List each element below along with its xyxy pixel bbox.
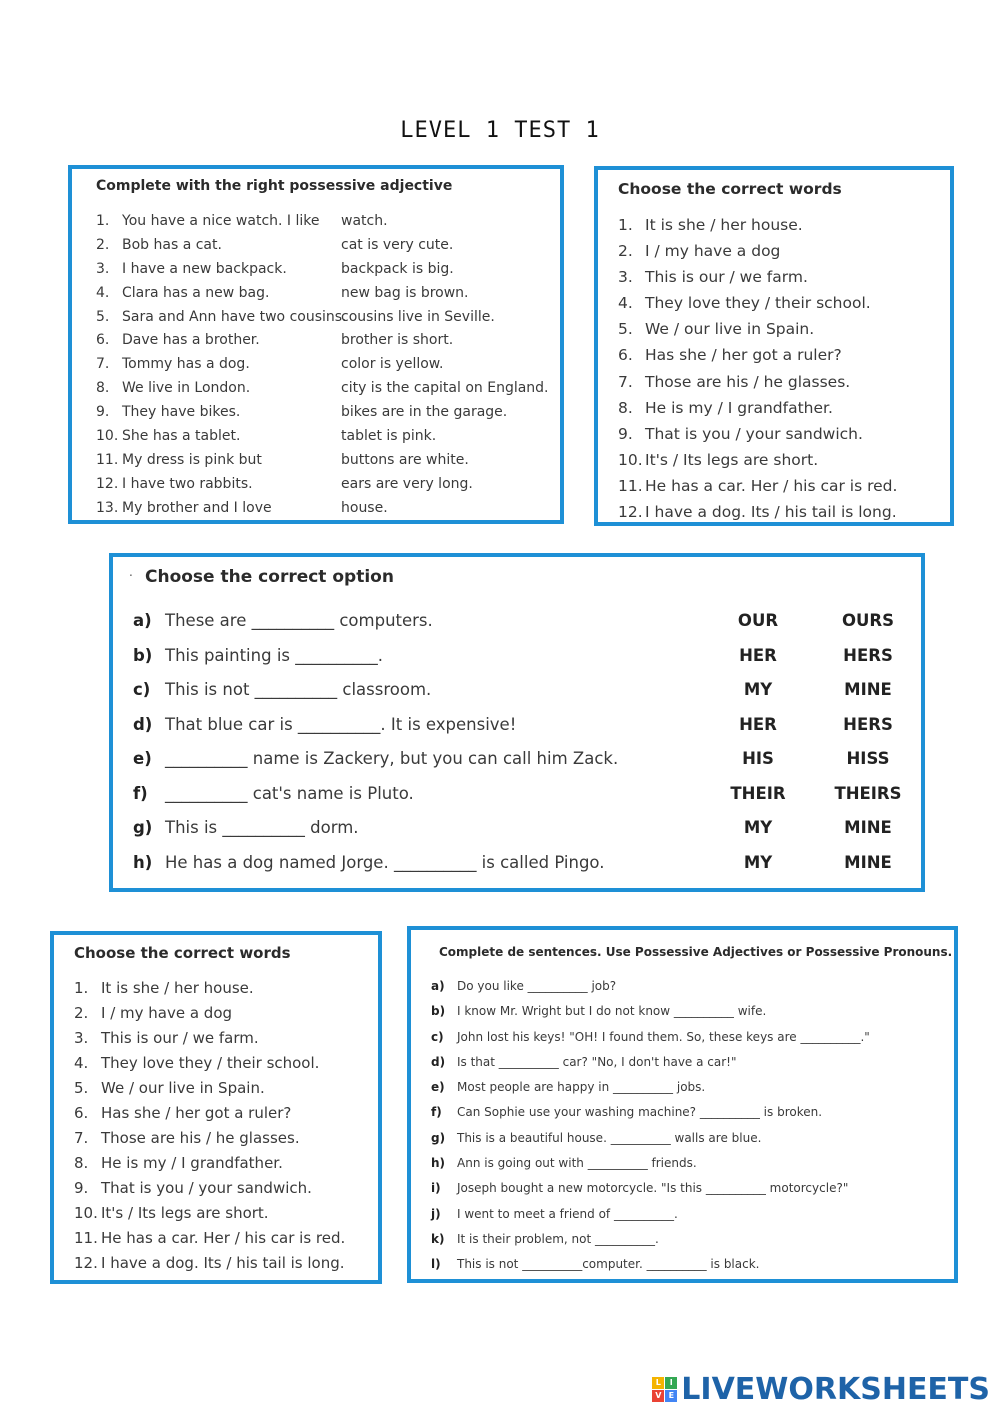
- sentence-start: We live in London.: [122, 380, 251, 397]
- sentence-row: [96, 282, 549, 306]
- exercise-title: Choose the correct option: [145, 567, 394, 587]
- option-choice-1[interactable]: HER: [739, 714, 777, 734]
- item-number: 8.: [618, 398, 633, 417]
- logo-icon-tile: V: [652, 1390, 664, 1402]
- bullet-dot: .: [129, 565, 133, 579]
- item-number: 7.: [96, 356, 110, 373]
- page-title: LEVEL 1 TEST 1: [400, 118, 600, 143]
- item-letter: k): [431, 1231, 445, 1246]
- sentence-row: [96, 306, 549, 330]
- item-number: 4.: [74, 1054, 89, 1072]
- choice-sentence[interactable]: Has she / her got a ruler?: [645, 346, 842, 365]
- item-letter: b): [431, 1004, 446, 1019]
- option-choice-1[interactable]: MY: [743, 680, 773, 699]
- complete-sentence: Is that __________ car? "No, I don't have a car!": [457, 1054, 737, 1069]
- choice-sentence[interactable]: It's / Its legs are short.: [645, 450, 819, 469]
- sentence-start: I have two rabbits.: [122, 475, 253, 492]
- choice-sentence[interactable]: It is she / her house.: [101, 979, 254, 997]
- item-number: 7.: [618, 372, 633, 391]
- complete-row: [431, 1126, 870, 1151]
- sentence-start: Clara has a new bag.: [122, 284, 270, 301]
- sentence-start: I have a new backpack.: [122, 260, 287, 277]
- choice-sentence[interactable]: They love they / their school.: [645, 294, 871, 313]
- complete-sentence: This is a beautiful house. __________ walls are blue.: [457, 1130, 762, 1145]
- sentence-row: [96, 449, 549, 473]
- logo-icon-tile: L: [652, 1377, 664, 1389]
- item-letter: g): [431, 1130, 446, 1145]
- item-number: 9.: [618, 424, 633, 443]
- complete-sentence: Do you like __________ job?: [457, 979, 617, 993]
- sentence-row: [96, 425, 549, 449]
- item-number: 1.: [618, 216, 633, 234]
- option-row: [133, 708, 903, 743]
- choice-row: [74, 1151, 345, 1176]
- item-letter: i): [431, 1181, 441, 1196]
- choice-row: [618, 316, 897, 342]
- item-number: 10.: [618, 450, 643, 469]
- logo-icon-tile: I: [665, 1377, 677, 1389]
- option-choice-2[interactable]: HERS: [843, 714, 893, 734]
- item-number: 6.: [96, 332, 110, 349]
- sentence-start: Sara and Ann have two cousins.: [122, 308, 347, 325]
- item-number: 13.: [96, 499, 119, 516]
- item-letter: f): [431, 1105, 442, 1120]
- item-number: 8.: [74, 1154, 89, 1172]
- option-choice-1[interactable]: HER: [739, 645, 777, 665]
- choice-sentence[interactable]: He has a car. Her / his car is red.: [101, 1229, 346, 1247]
- choice-sentence[interactable]: He is my / I grandfather.: [101, 1154, 283, 1172]
- item-number: 3.: [96, 260, 110, 277]
- sentence-end: house.: [341, 499, 388, 516]
- sentence-start: Bob has a cat.: [122, 236, 222, 253]
- choice-row: [74, 1251, 345, 1276]
- option-row: [133, 742, 903, 777]
- choice-sentence[interactable]: I / my have a dog: [101, 1004, 233, 1022]
- option-sentence: That blue car is __________. It is expensive!: [165, 714, 517, 734]
- choice-sentence[interactable]: He is my / I grandfather.: [645, 398, 833, 417]
- complete-row: [431, 1202, 870, 1227]
- complete-row: [431, 1025, 870, 1050]
- choice-row: [618, 369, 897, 395]
- choice-row: [618, 290, 897, 316]
- exercise-possessive-adjective: [68, 165, 564, 524]
- exercise-title: Complete de sentences. Use Possessive Adjectives or Possessive Pronouns.: [439, 945, 953, 959]
- choice-sentence[interactable]: This is our / we farm.: [101, 1029, 259, 1047]
- choice-row: [74, 1101, 345, 1126]
- item-letter: b): [133, 645, 153, 665]
- choice-sentence[interactable]: I have a dog. Its / his tail is long.: [645, 503, 897, 522]
- choice-row: [74, 1076, 345, 1101]
- option-sentence: __________ cat's name is Pluto.: [165, 783, 414, 803]
- item-number: 1.: [96, 213, 110, 229]
- item-number: 5.: [74, 1079, 89, 1097]
- item-number: 5.: [96, 308, 110, 325]
- item-number: 6.: [74, 1104, 89, 1122]
- sentence-row: [96, 497, 549, 521]
- item-number: 3.: [74, 1029, 89, 1047]
- choice-row: [618, 447, 897, 473]
- sentence-start: My brother and I love: [122, 499, 272, 516]
- sentence-end: watch.: [341, 213, 388, 229]
- item-letter: c): [133, 680, 151, 699]
- sentence-end: cousins live in Seville.: [341, 308, 495, 325]
- choice-row: [618, 264, 897, 290]
- exercise-choose-words-2: [50, 931, 382, 1284]
- item-number: 11.: [74, 1229, 98, 1247]
- exercise-complete-sentences: [407, 926, 958, 1283]
- choice-row: [618, 395, 897, 421]
- option-row: [133, 604, 903, 639]
- option-sentence: He has a dog named Jorge. __________ is called Pingo.: [165, 852, 605, 872]
- complete-sentence: I know Mr. Wright but I do not know __________ wife.: [457, 1004, 767, 1019]
- option-choice-2[interactable]: HISS: [846, 749, 890, 768]
- choice-sentence[interactable]: I / my have a dog: [645, 242, 781, 261]
- choice-sentence[interactable]: They love they / their school.: [101, 1054, 320, 1072]
- choice-row: [74, 1201, 345, 1226]
- sentence-end: ears are very long.: [341, 475, 473, 492]
- item-number: 2.: [618, 242, 633, 261]
- complete-sentence: Joseph bought a new motorcycle. "Is this __________ motorcycle?": [457, 1181, 849, 1196]
- complete-row: [431, 999, 870, 1024]
- choice-sentence[interactable]: He has a car. Her / his car is red.: [645, 476, 898, 495]
- sentence-row: [96, 473, 549, 497]
- item-letter: d): [133, 714, 153, 734]
- choice-sentence[interactable]: We / our live in Spain.: [101, 1079, 265, 1097]
- sentence-start: Dave has a brother.: [122, 332, 260, 349]
- complete-sentence: I went to meet a friend of __________.: [457, 1206, 678, 1221]
- complete-row: [431, 1227, 870, 1252]
- choice-row: [74, 1026, 345, 1051]
- option-choice-2[interactable]: HERS: [843, 645, 893, 665]
- complete-sentence: This is not __________computer. __________ is black.: [457, 1257, 760, 1272]
- sentence-start: They have bikes.: [122, 404, 241, 421]
- option-sentence: These are __________ computers.: [165, 611, 433, 630]
- item-letter: h): [133, 852, 153, 872]
- item-number: 8.: [96, 380, 110, 397]
- choice-row: [618, 421, 897, 447]
- option-choice-1[interactable]: HIS: [742, 749, 774, 768]
- sentence-end: tablet is pink.: [341, 428, 437, 445]
- option-choice-1[interactable]: MY: [743, 818, 773, 837]
- sentence-start: You have a nice watch. I like: [122, 213, 320, 229]
- item-number: 1.: [74, 979, 89, 997]
- choice-row: [74, 1051, 345, 1076]
- choice-sentence[interactable]: This is our / we farm.: [645, 268, 808, 287]
- sentence-row: [96, 258, 549, 282]
- choice-row: [618, 499, 897, 525]
- complete-sentence: John lost his keys! "OH! I found them. So, these keys are __________.": [457, 1029, 870, 1044]
- option-sentence: This is __________ dorm.: [165, 818, 359, 837]
- sentence-end: backpack is big.: [341, 260, 454, 277]
- item-number: 5.: [618, 320, 633, 339]
- choice-row: [618, 238, 897, 264]
- sentence-start: She has a tablet.: [122, 428, 241, 445]
- sentence-row: [96, 329, 549, 353]
- liveworksheets-logo-icon: [652, 1377, 677, 1402]
- complete-sentence: It is their problem, not __________.: [457, 1231, 659, 1246]
- item-letter: c): [431, 1029, 444, 1044]
- option-choice-1[interactable]: MY: [743, 852, 773, 872]
- item-number: 2.: [74, 1004, 89, 1022]
- sentence-end: cat is very cute.: [341, 236, 454, 253]
- exercise-title: Complete with the right possessive adjective: [96, 178, 453, 194]
- option-choice-2[interactable]: MINE: [844, 852, 892, 872]
- complete-sentence: Most people are happy in __________ jobs.: [457, 1080, 706, 1095]
- option-choice-2[interactable]: OURS: [841, 611, 894, 630]
- sentence-end: color is yellow.: [341, 356, 444, 373]
- item-letter: d): [431, 1054, 446, 1069]
- item-letter: a): [431, 979, 445, 993]
- option-row: [133, 811, 903, 846]
- option-choice-1[interactable]: THEIR: [730, 783, 786, 803]
- item-letter: h): [431, 1156, 446, 1171]
- item-number: 10.: [96, 428, 119, 445]
- sentence-end: bikes are in the garage.: [341, 404, 508, 421]
- choice-sentence[interactable]: Has she / her got a ruler?: [101, 1104, 292, 1122]
- choice-sentence[interactable]: That is you / your sandwich.: [101, 1179, 312, 1197]
- choice-sentence[interactable]: We / our live in Spain.: [645, 320, 815, 339]
- item-number: 3.: [618, 268, 633, 287]
- item-letter: f): [133, 783, 148, 803]
- choice-row: [74, 1126, 345, 1151]
- logo-text: LIVEWORKSHEETS: [681, 1372, 990, 1407]
- exercise-title: Choose the correct words: [618, 180, 842, 198]
- choice-sentence[interactable]: Those are his / he glasses.: [645, 372, 851, 391]
- item-number: 11.: [96, 451, 119, 468]
- item-letter: j): [431, 1206, 441, 1221]
- choice-row: [74, 1001, 345, 1026]
- item-letter: e): [133, 749, 152, 768]
- logo-icon-tile: E: [665, 1390, 677, 1402]
- exercise-choose-option: [109, 553, 925, 892]
- item-number: 9.: [96, 404, 110, 421]
- sentence-row: [96, 377, 549, 401]
- complete-row: [431, 974, 870, 999]
- option-sentence: This painting is __________.: [165, 645, 383, 665]
- item-number: 4.: [96, 284, 110, 301]
- sentence-end: city is the capital on England.: [341, 380, 549, 397]
- exercise-choose-words-1: [594, 166, 954, 526]
- sentence-row: [96, 210, 549, 234]
- choice-sentence[interactable]: It is she / her house.: [645, 216, 803, 234]
- exercise-title: Choose the correct words: [74, 944, 291, 962]
- choice-sentence[interactable]: Those are his / he glasses.: [101, 1129, 300, 1147]
- choice-sentence[interactable]: That is you / your sandwich.: [645, 424, 863, 443]
- item-letter: l): [431, 1257, 441, 1272]
- option-choice-2[interactable]: MINE: [844, 818, 892, 837]
- sentence-row: [96, 401, 549, 425]
- option-choice-2[interactable]: MINE: [844, 680, 892, 699]
- option-choice-2[interactable]: THEIRS: [834, 783, 902, 803]
- liveworksheets-logo[interactable]: [652, 1372, 990, 1407]
- choice-row: [618, 473, 897, 499]
- sentence-row: [96, 353, 549, 377]
- choice-row: [74, 1176, 345, 1201]
- sentence-row: [96, 234, 549, 258]
- complete-row: [431, 1176, 870, 1201]
- complete-row: [431, 1100, 870, 1125]
- item-letter: g): [133, 818, 153, 837]
- choice-row: [74, 1226, 345, 1251]
- item-number: 9.: [74, 1179, 89, 1197]
- sentence-end: brother is short.: [341, 332, 454, 349]
- item-number: 12.: [618, 503, 643, 522]
- item-number: 12.: [74, 1254, 98, 1272]
- complete-row: [431, 1252, 870, 1277]
- item-number: 11.: [618, 476, 643, 495]
- option-row: [133, 639, 903, 674]
- item-number: 12.: [96, 475, 119, 492]
- sentence-end: buttons are white.: [341, 451, 469, 468]
- item-number: 10.: [74, 1204, 98, 1222]
- item-number: 4.: [618, 294, 633, 313]
- option-sentence: This is not __________ classroom.: [165, 680, 432, 699]
- choice-sentence[interactable]: It's / Its legs are short.: [101, 1204, 269, 1222]
- sentence-start: Tommy has a dog.: [122, 356, 250, 373]
- item-letter: a): [133, 611, 152, 630]
- complete-row: [431, 1151, 870, 1176]
- item-number: 7.: [74, 1129, 89, 1147]
- sentence-end: new bag is brown.: [341, 284, 469, 301]
- item-letter: e): [431, 1080, 445, 1095]
- complete-row: [431, 1075, 870, 1100]
- option-row: [133, 846, 903, 881]
- option-choice-1[interactable]: OUR: [737, 611, 779, 630]
- option-row: [133, 673, 903, 708]
- option-row: [133, 777, 903, 812]
- choice-row: [618, 212, 897, 238]
- item-number: 2.: [96, 236, 110, 253]
- choice-sentence[interactable]: I have a dog. Its / his tail is long.: [101, 1254, 345, 1272]
- complete-row: [431, 1050, 870, 1075]
- option-sentence: __________ name is Zackery, but you can call him Zack.: [165, 749, 619, 768]
- sentence-start: My dress is pink but: [122, 451, 262, 468]
- choice-row: [74, 976, 345, 1001]
- choice-row: [618, 342, 897, 368]
- complete-sentence: Can Sophie use your washing machine? __________ is broken.: [457, 1105, 823, 1120]
- complete-sentence: Ann is going out with __________ friends.: [457, 1156, 697, 1171]
- item-number: 6.: [618, 346, 633, 365]
